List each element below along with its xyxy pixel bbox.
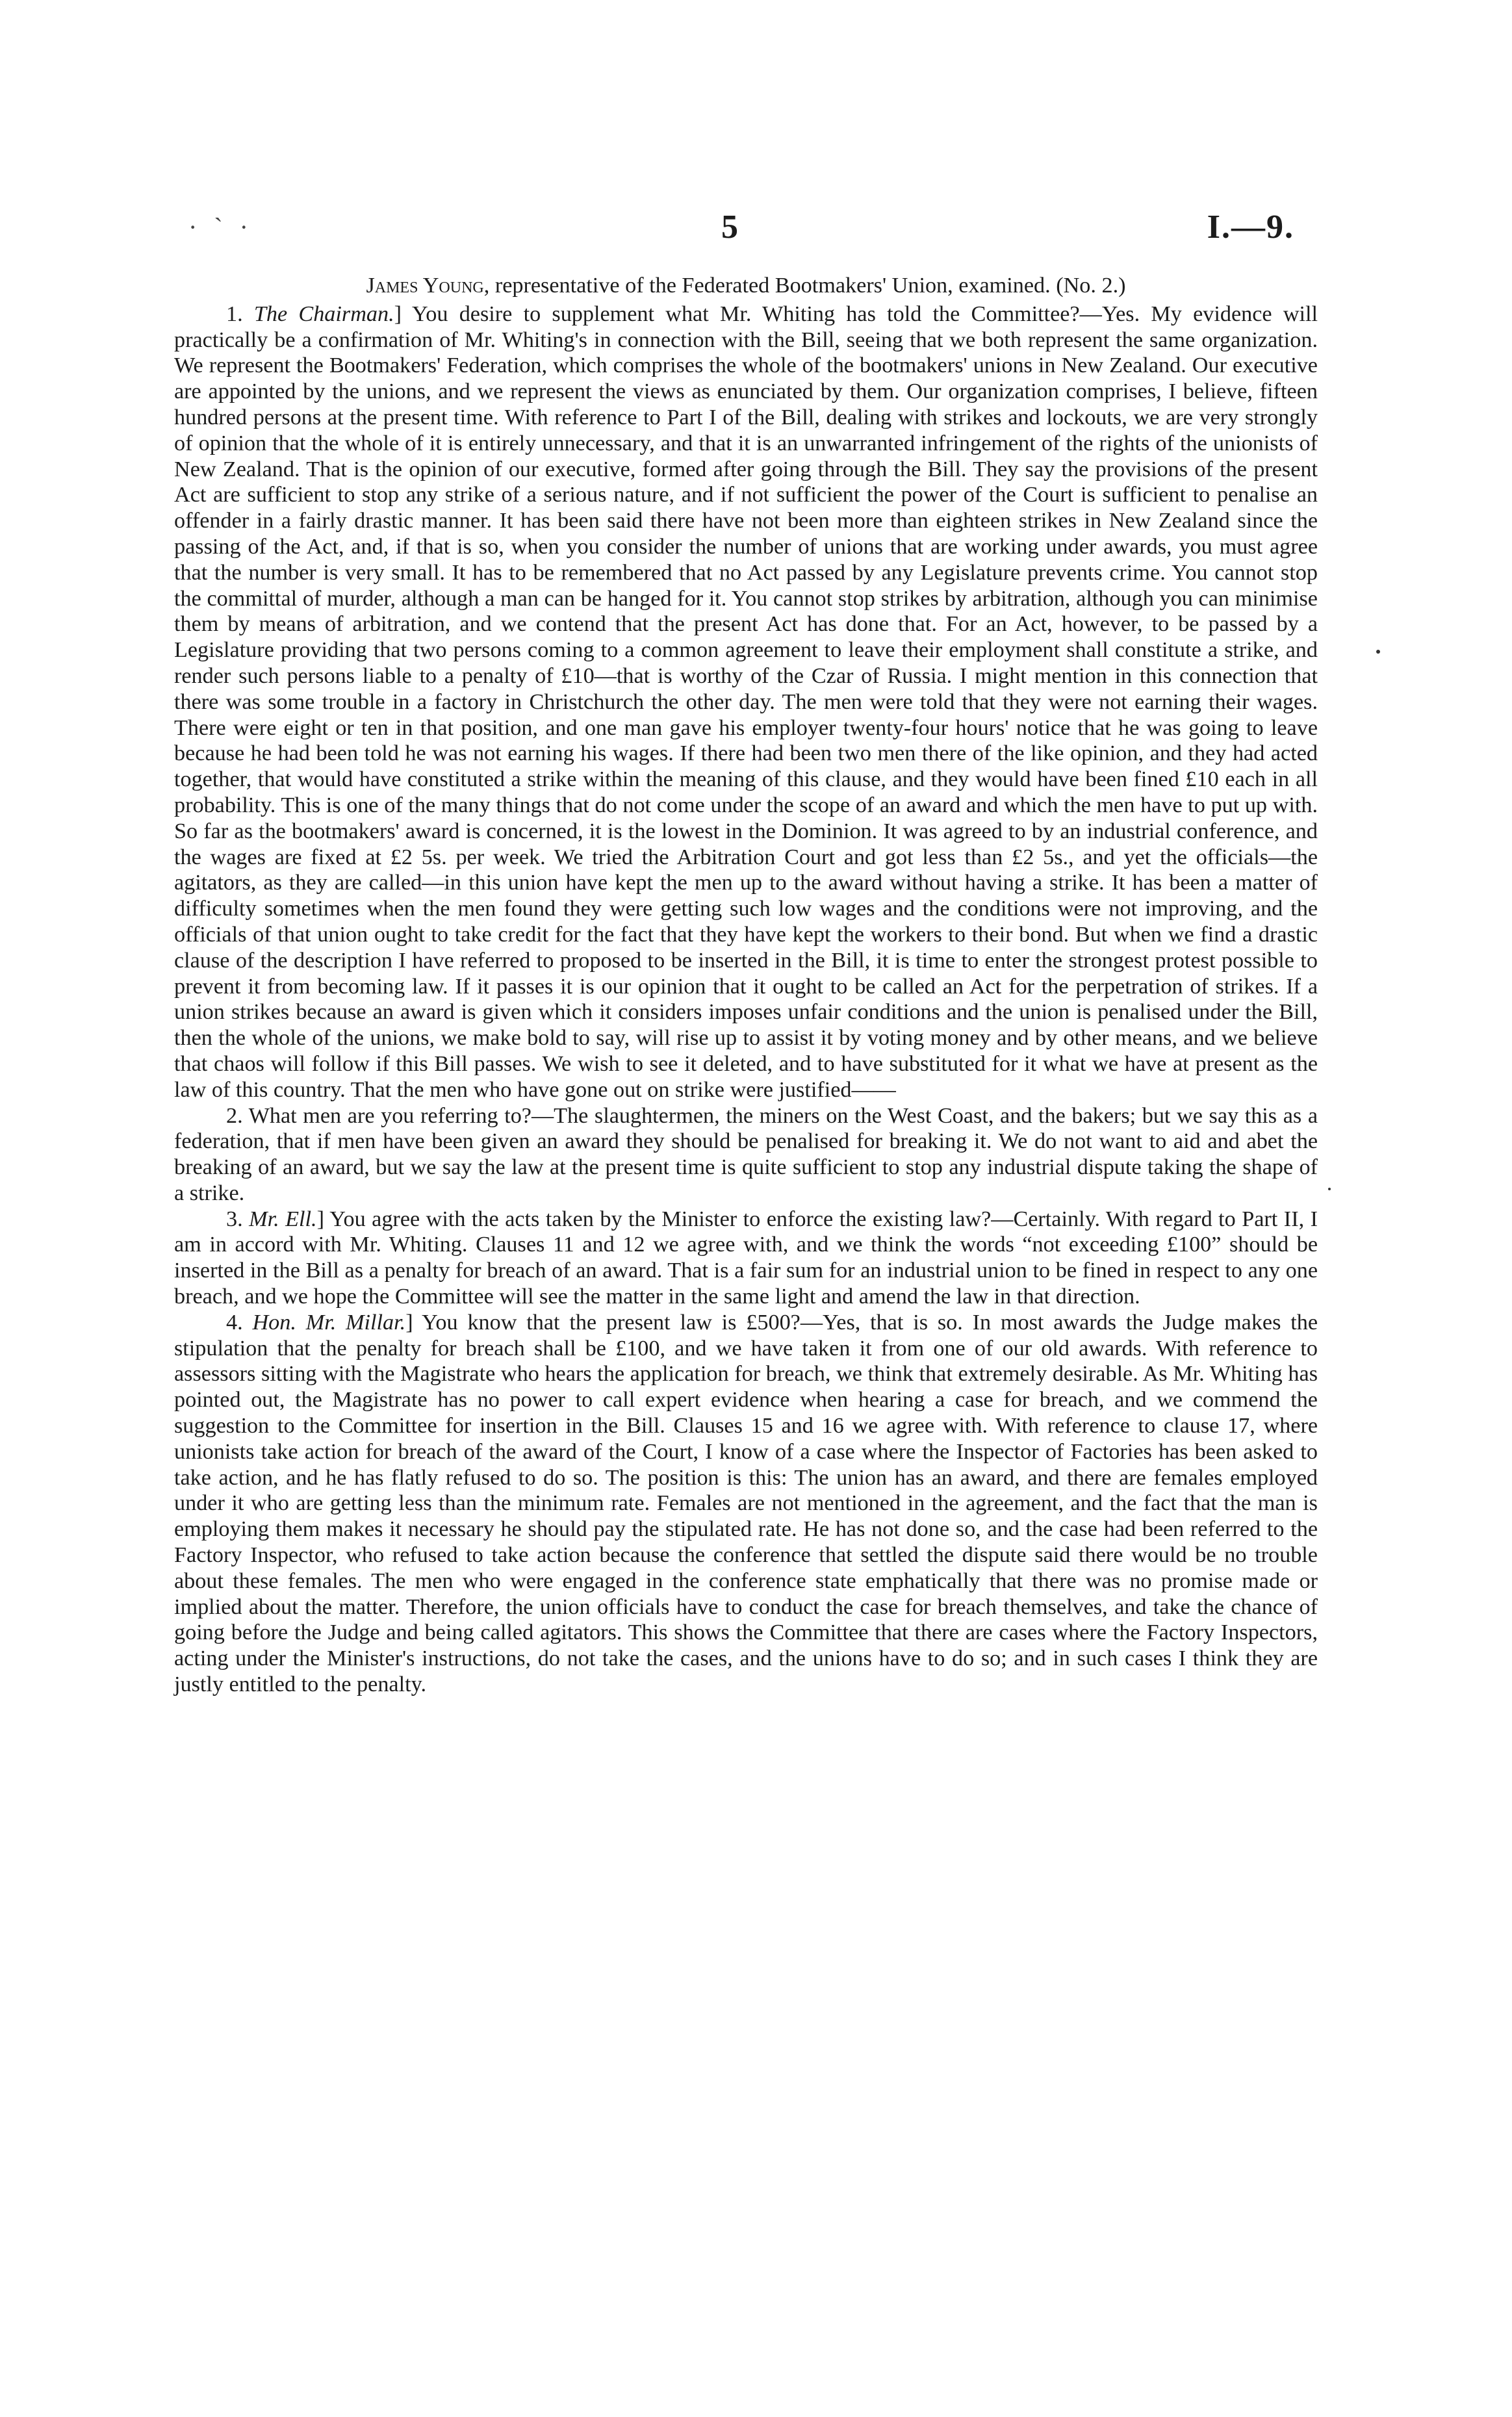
speaker: Mr. Ell. [249, 1207, 317, 1231]
testimony-body [174, 273, 1318, 1698]
page-header [0, 208, 1512, 260]
speaker: Hon. Mr. Millar. [252, 1310, 406, 1335]
paragraph-text: What men are you referring to?—The slaughtermen, the miners on the West Coast, and the bakers; but we say this as a federation, that if men have been given an award they should be penalised for breaking it. We do not want to aid and abet the breaking of an award, but we say the law at the present time is quite sufficient to stop any industrial dispute taking the shape of a strike. [174, 1103, 1318, 1205]
paragraph-number: 2. [226, 1103, 243, 1128]
question-paragraph [174, 1103, 1318, 1207]
question-paragraph [174, 1310, 1318, 1698]
paragraph-text: ] You agree with the acts taken by the Minister to enforce the existing law?—Certainly. With regard to Part II, I am in accord with Mr. Whiting. Clauses 11 and 12 we agree with, and we think the words “not exceeding £100” should be inserted in the Bill as a penalty for breach of an award. That is a fair sum for an industrial union to be fined in respect to any one breach, and we hope the Committee will see the matter in the same light and amend the law in that direction. [174, 1207, 1318, 1309]
witness-name: James Young [366, 274, 484, 298]
paragraph-number: 4. [226, 1310, 243, 1335]
witness-description: , representative of the Federated Bootmakers' Union, examined. (No. 2.) [483, 274, 1126, 298]
question-paragraph [174, 1207, 1318, 1310]
speck-mark [1328, 1188, 1331, 1190]
paragraph-number: 3. [226, 1207, 243, 1231]
document-reference: I.—9. [1207, 209, 1294, 246]
question-paragraph [174, 301, 1318, 1103]
speaker: The Chairman. [253, 301, 394, 326]
witness-heading [174, 273, 1318, 299]
stray-marks: · ` · [188, 212, 253, 242]
page-number: 5 [721, 209, 738, 246]
speck-mark [1376, 650, 1380, 654]
paragraph-text: ] You know that the present law is £500?—Yes, that is so. In most awards the Judge makes the stipulation that the penalty for breach shall be £100, and we have taken it from one of our old awards. With reference to assessors sitting with the Magistrate who hears the application for breach, we think that extremely desirable. As Mr. Whiting has pointed out, the Magistrate has no power to call expert evidence when hearing a case for breach, and we commend the suggestion to the Committee for insertion in the Bill. Clauses 15 and 16 we agree with. With reference to clause 17, where unionists take action for breach of the award of the Court, I know of a case where the Inspector of Factories has been asked to take action, and he has flatly refused to do so. The position is this: The union has an award, and there are females employed under it who are getting less than the minimum rate. Females are not mentioned in the agreement, and the fact that the man is employing them makes it necessary he should pay the stipulated rate. He has not done so, and the case had been referred to the Factory Inspector, who refused to take action because the conference that settled the dispute said there would be no trouble about these females. The men who were engaged in the conference state emphatically that there was no promise made or implied about the matter. Therefore, the union officials have to conduct the case for breach themselves, and take the chance of going before the Judge and being called agitators. This shows the Committee that there are cases where the Factory Inspectors, acting under the Minister's instructions, do not take the cases, and the unions have to do so; and in such cases I think they are justly entitled to the penalty. [174, 1310, 1318, 1697]
paragraph-number: 1. [226, 301, 243, 326]
paragraph-text: ] You desire to supplement what Mr. Whiting has told the Committee?—Yes. My evidence will practically be a confirmation of Mr. Whiting's in connection with the Bill, seeing that we both represent the same organization. We represent the Bootmakers' Federation, which comprises the whole of the bootmakers' unions in New Zealand. Our executive are appointed by the unions, and we represent the views as enunciated by them. Our organization comprises, I believe, fifteen hundred persons at the present time. With reference to Part I of the Bill, dealing with strikes and lockouts, we are very strongly of opinion that the whole of it is entirely unnecessary, and that it is an unwarranted infringement of the rights of the unionists of New Zealand. That is the opinion of our executive, formed after going through the Bill. They say the provisions of the present Act are sufficient to stop any strike of a serious nature, and if not sufficient the power of the Court is sufficient to penalise an offender in a fairly drastic manner. It has been said there have not been more than eighteen strikes in New Zealand since the passing of the Act, and, if that is so, when you consider the number of unions that are working under awards, you must agree that the number is very small. It has to be remembered that no Act passed by any Legislature prevents crime. You cannot stop the committal of murder, although a man can be hanged for it. You cannot stop strikes by arbitration, although you can minimise them by means of arbitration, and we contend that the present Act has done that. For an Act, however, to be passed by a Legislature providing that two persons coming to a common agreement to leave their employment shall constitute a strike, and render such persons liable to a penalty of £10—that is worthy of the Czar of Russia. I might mention in this connection that there was some trouble in a factory in Christchurch the other day. The men were told that they were not earning their wages. There were eight or ten in that position, and one man gave his employer twenty-four hours' notice that he was going to leave because he had been told he was not earning his wages. If there had been two men there of the like opinion, and they had acted together, that would have constituted a strike within the meaning of this clause, and they would have been fined £10 each in all probability. This is one of the many things that do not come under the scope of an award and which the men have to put up with. So far as the bootmakers' award is concerned, it is the lowest in the Dominion. It was agreed to by an industrial conference, and the wages are fixed at £2 5s. per week. We tried the Arbitration Court and got less than £2 5s., and yet the officials—the agitators, as they are called—in this union have kept the men up to the award without having a strike. It has been a matter of difficulty sometimes when the men found they were getting such low wages and the conditions were not improving, and the officials of that union ought to take credit for the fact that they have kept the workers to their bond. But when we find a drastic clause of the description I have referred to proposed to be inserted in the Bill, it is time to enter the strongest protest possible to prevent it from becoming law. If it passes it is our opinion that it ought to be called an Act for the perpetration of strikes. If a union strikes because an award is given which it considers imposes unfair conditions and the union is penalised under the Bill, then the whole of the unions, we make bold to say, will rise up to assist it by voting money and by other means, and we believe that chaos will follow if this Bill passes. We wish to see it deleted, and to have substituted for it what we have at present as the law of this country. That the men who have gone out on strike were justified—— [174, 301, 1318, 1102]
